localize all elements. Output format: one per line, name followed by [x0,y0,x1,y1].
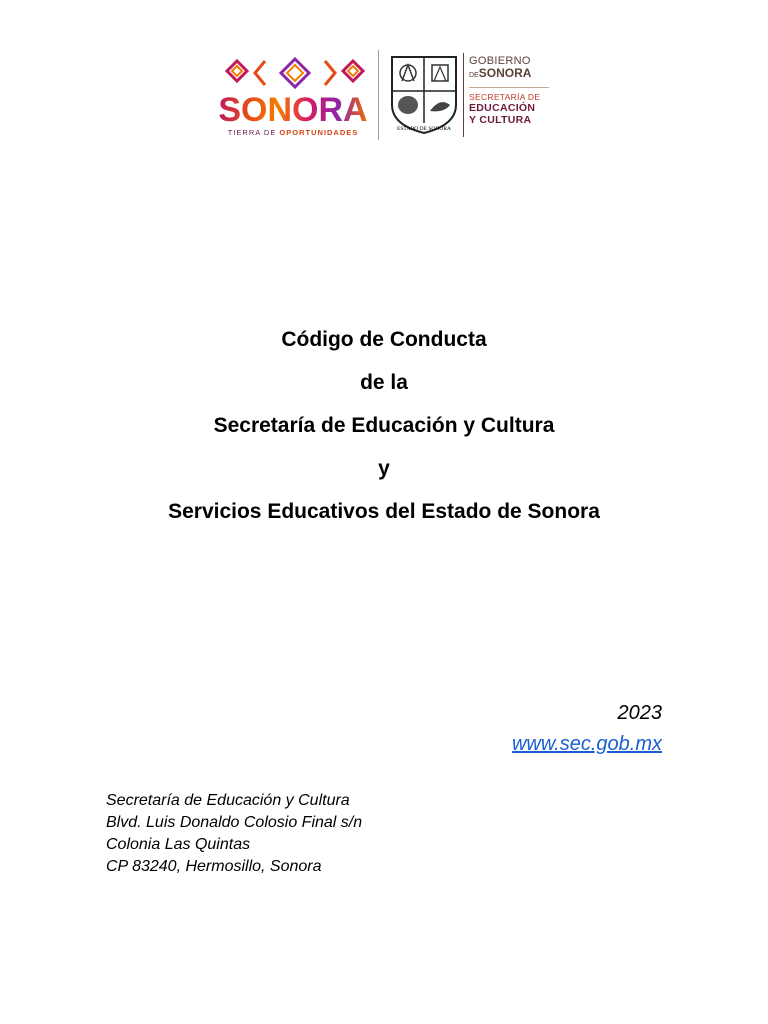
address-line-3: Colonia Las Quintas [106,836,251,853]
sonora-wordmark-text: SONORA [218,91,368,129]
document-year: 2023 [617,702,662,724]
title-line-5: Servicios Educativos del Estado de Sonora [168,500,600,523]
header [0,45,768,145]
gov-line-1: GOBIERNO [469,55,531,67]
gov-line-4: EDUCACIÓN [469,102,536,114]
tagline-prefix: TIERRA DE [227,128,277,137]
title-line-1: Código de Conducta [281,328,487,351]
gov-line-5: Y CULTURA [469,114,532,126]
gov-line-2 [469,67,579,82]
title-line-4: y [378,457,390,480]
address-line-4: CP 83240, Hermosillo, Sonora [106,858,322,875]
seal-divider [463,53,464,137]
address-block [106,790,362,878]
sonora-tagline [213,128,373,137]
gov-separator [469,87,549,88]
address-line-2: Blvd. Luis Donaldo Colosio Final s/n [106,814,363,831]
sonora-wordmark [213,93,373,127]
sonora-logo [213,53,373,148]
address-line-1: Secretaría de Educación y Cultura [106,792,350,809]
title-line-2: de la [360,371,408,394]
website-link[interactable]: www.sec.gob.mx [511,733,662,755]
document-title [0,318,768,533]
tagline-bold: OPORTUNIDADES [279,128,359,137]
gov-line-2-prefix: DE [469,72,479,79]
title-line-3: Secretaría de Educación y Cultura [213,414,555,437]
gov-line-3: SECRETARÍA DE [469,92,541,102]
gov-line-2-main: SONORA [478,66,532,80]
logo-divider [378,50,379,140]
government-logo [469,55,579,126]
seal-caption: ESTADO DE SONORA [397,126,451,132]
sonora-motif-icon [225,53,365,93]
